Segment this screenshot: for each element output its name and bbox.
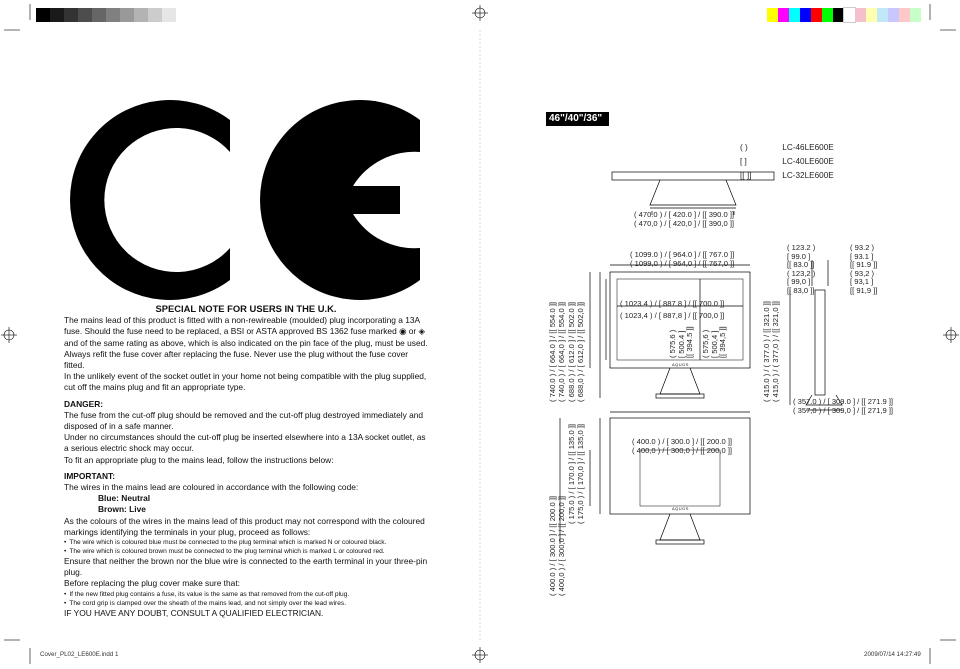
dim-screen-width (620, 300, 724, 320)
legend-row (740, 143, 834, 152)
asta-mark-icon: ◈ (418, 326, 425, 337)
plug-bullet: • If the new fitted plug contains a fuse, its value is the same as that removed from the cut-off plug. (72, 590, 428, 599)
tv-rear-view (560, 412, 750, 544)
dim-value: [ 500,4 ] (709, 330, 719, 358)
dim-width (630, 251, 734, 268)
dim-side-depth-1 (787, 244, 815, 296)
dim-rear-width (632, 438, 732, 455)
note-p1b: and of the same rating as above, which is also indicated on the pin face of the plug, must be used. (64, 337, 428, 348)
sizes-badge: 46"/40"/36" (546, 112, 609, 126)
dim-top-depth (634, 211, 734, 228)
legend-model: LC-40LE600E (782, 157, 834, 166)
ce-mark (70, 100, 420, 300)
dim-value: ( 123,2 ) (787, 268, 816, 278)
dim-value: [ 93.1 ] (850, 251, 874, 261)
footer-filename: Cover_PL02_LE600E.indd 1 (40, 651, 119, 658)
dim-value: [ 99.0 ] (787, 251, 811, 261)
dim-value: ( 470.0 ) / [ 420.0 ] / [[ 390.0 ]] (634, 210, 735, 219)
legend-model: LC-46LE600E (782, 143, 834, 152)
important-p2: As the colours of the wires in the mains lead of this product may not correspond with the coloured markings identifying the terminals in your plug, proceed as follows: (64, 515, 425, 537)
dim-value: ( 93.2 ) (850, 243, 875, 252)
dim-side-height (763, 301, 780, 402)
dim-value: ( 575.6 ) (668, 329, 677, 358)
dim-value: [ 500.4 ] (676, 330, 686, 358)
note-p2: Always refit the fuse cover after replacing the fuse. Never use the plug without the fuse cover fitted. (64, 348, 409, 371)
dim-value: [ 99,0 ] (787, 277, 811, 287)
dim-value: ( 93,2 ) (850, 268, 875, 278)
dim-value: ( 688,0 ) / [ 612,0 ] / [[ 502,0 ]] (575, 301, 585, 402)
legend-row (740, 171, 834, 180)
note-p1-or: or (408, 326, 417, 337)
plug-bullet: • The cord grip is clamped over the sheath of the mains lead, and not simply over the lead wires. (72, 599, 428, 608)
dim-value: ( 400.0 ) / [ 300.0 ] / [[ 200.0 ]] (632, 437, 733, 446)
dim-value: ( 575,6 ) (701, 329, 710, 358)
danger-p3: To fit an appropriate plug to the mains lead, follow the instructions below: (64, 454, 334, 465)
legend-bracket: ( ) (740, 143, 748, 152)
bsi-kitemark-icon: ◉ (399, 326, 407, 337)
dim-value: ( 740,0 ) / [ 664,0 ] / [[ 554,0 ]] (556, 301, 566, 402)
important-p4: Before replacing the plug cover make sure that: (64, 578, 240, 589)
dim-value: ( 1023,4 ) / [ 887,8 ] / [[ 700,0 ]] (620, 310, 725, 320)
legend-bracket: [[ ]] (740, 171, 752, 180)
dim-screen-height-2 (702, 326, 728, 358)
dim-value: ( 1099.0 ) / [ 964.0 ] / [[ 767.0 ]] (630, 250, 735, 259)
important-p1: The wires in the mains lead are coloured in accordance with the following code: (64, 482, 359, 493)
tv-brand-rear: AQUOS (672, 506, 689, 511)
footer-timestamp: 2009/07/14 14:27:49 (864, 651, 921, 658)
note-p3: In the unlikely event of the socket outlet in your home not being compatible with the plug supplied, cut off the mains plug and fit an appropriate type. (64, 371, 427, 393)
dim-value: [[ 83.0 ]] (787, 260, 815, 270)
dim-rear-height-2 (568, 424, 585, 524)
wire-bullets (64, 538, 428, 556)
dim-value: [[ 91,9 ]] (850, 285, 878, 295)
dim-value: ( 415,0 ) / ( 377,0 ) / [[ 321,0 ]] (770, 301, 780, 402)
dim-value: ( 400.0 ) / [ 300.0 ] / [[ 200.0 ]] (548, 495, 557, 596)
dim-value: [[ 91.9 ]] (850, 260, 878, 270)
blue-neutral: Blue: Neutral (98, 493, 151, 504)
legend-bracket: [ ] (740, 157, 747, 166)
danger-p2: Under no circumstances should the cut-off plug be inserted elsewhere into a 13A socket outlet, as a serious electric shock may occur. (64, 432, 426, 454)
dim-value: ( 1099,0 ) / [ 964,0 ] / [[ 767,0 ]] (630, 258, 735, 268)
dim-rear-height-1 (549, 496, 566, 596)
dim-value: ( 357.0 ) / [ 309.0 ] / [[ 271.9 ]] (793, 397, 894, 406)
wire-bullet: • The wire which is coloured brown must be connected to the plug terminal which is marked L or coloured red. (72, 547, 428, 556)
dim-side-depth-2 (850, 244, 877, 296)
danger-heading: DANGER: (64, 398, 104, 409)
dim-value: ( 400,0 ) / [ 300,0 ] / [[ 200,0 ]] (556, 495, 566, 596)
legend-model: LC-32LE600E (782, 171, 834, 180)
dim-value: ( 357,0 ) / [ 309,0 ] / [[ 271,9 ]] (793, 405, 894, 415)
dim-value: [[ 83,0 ]] (787, 285, 815, 295)
dim-value: ( 470,0 ) / [ 420,0 ] / [[ 390,0 ]] (634, 218, 735, 228)
important-p3: Ensure that neither the brown nor the blue wire is connected to the earth terminal in your three-pin plug. (64, 556, 428, 578)
important-heading: IMPORTANT: (64, 470, 116, 481)
danger-p1: The fuse from the cut-off plug should be removed and the cut-off plug destroyed immediately and disposed of in a safe manner. (64, 409, 424, 432)
dim-screen-height (669, 326, 695, 358)
dim-value: [[ 394.5 ]] (685, 326, 695, 358)
dim-height-total (549, 302, 566, 402)
brown-live: Brown: Live (98, 504, 146, 515)
note-p1: The mains lead of this product is fitted with a non-rewireable (moulded) plug incorporating a 13A fuse. Should the fuse need to be replaced, a BSI or ASTA approved BS 1362 fuse marked (64, 315, 420, 337)
note-title: SPECIAL NOTE FOR USERS IN THE U.K. (155, 303, 337, 314)
dim-height-body (568, 302, 585, 402)
dim-value: ( 400,0 ) / [ 300,0 ] / [[ 200,0 ]] (632, 445, 733, 455)
plug-bullets (64, 590, 428, 608)
dim-value: ( 1023.4 ) / [ 887.8 ] / [[ 700.0 ]] (620, 299, 725, 308)
tv-brand-front: AQUOS (672, 362, 689, 367)
legend-row (740, 157, 834, 166)
dim-value: ( 123.2 ) (787, 243, 816, 252)
dim-stand-base (793, 398, 893, 415)
dim-value: ( 415.0 ) / ( 377.0 ) / [[ 321.0 ]] (762, 301, 771, 402)
uk-special-note (64, 303, 428, 619)
final-warning: IF YOU HAVE ANY DOUBT, CONSULT A QUALIFIED ELECTRICIAN. (64, 607, 324, 618)
dim-value: ( 688.0 ) / [ 612.0 ] / [[ 502.0 ]] (567, 301, 576, 402)
dim-value: ( 740.0 ) / [ 664.0 ] / [[ 554.0 ]] (548, 301, 557, 402)
dim-value: ( 175,0 ) / [ 170,0 ] / [[ 135,0 ]] (575, 423, 585, 524)
dim-value: [[ 394,5 ]] (718, 326, 728, 358)
wire-bullet: • The wire which is coloured blue must be connected to the plug terminal which is marked N or coloured black. (72, 538, 428, 547)
dim-value: ( 175.0 ) / [ 170.0 ] / [[ 135.0 ]] (567, 423, 576, 524)
dim-value: [ 93,1 ] (850, 277, 874, 287)
